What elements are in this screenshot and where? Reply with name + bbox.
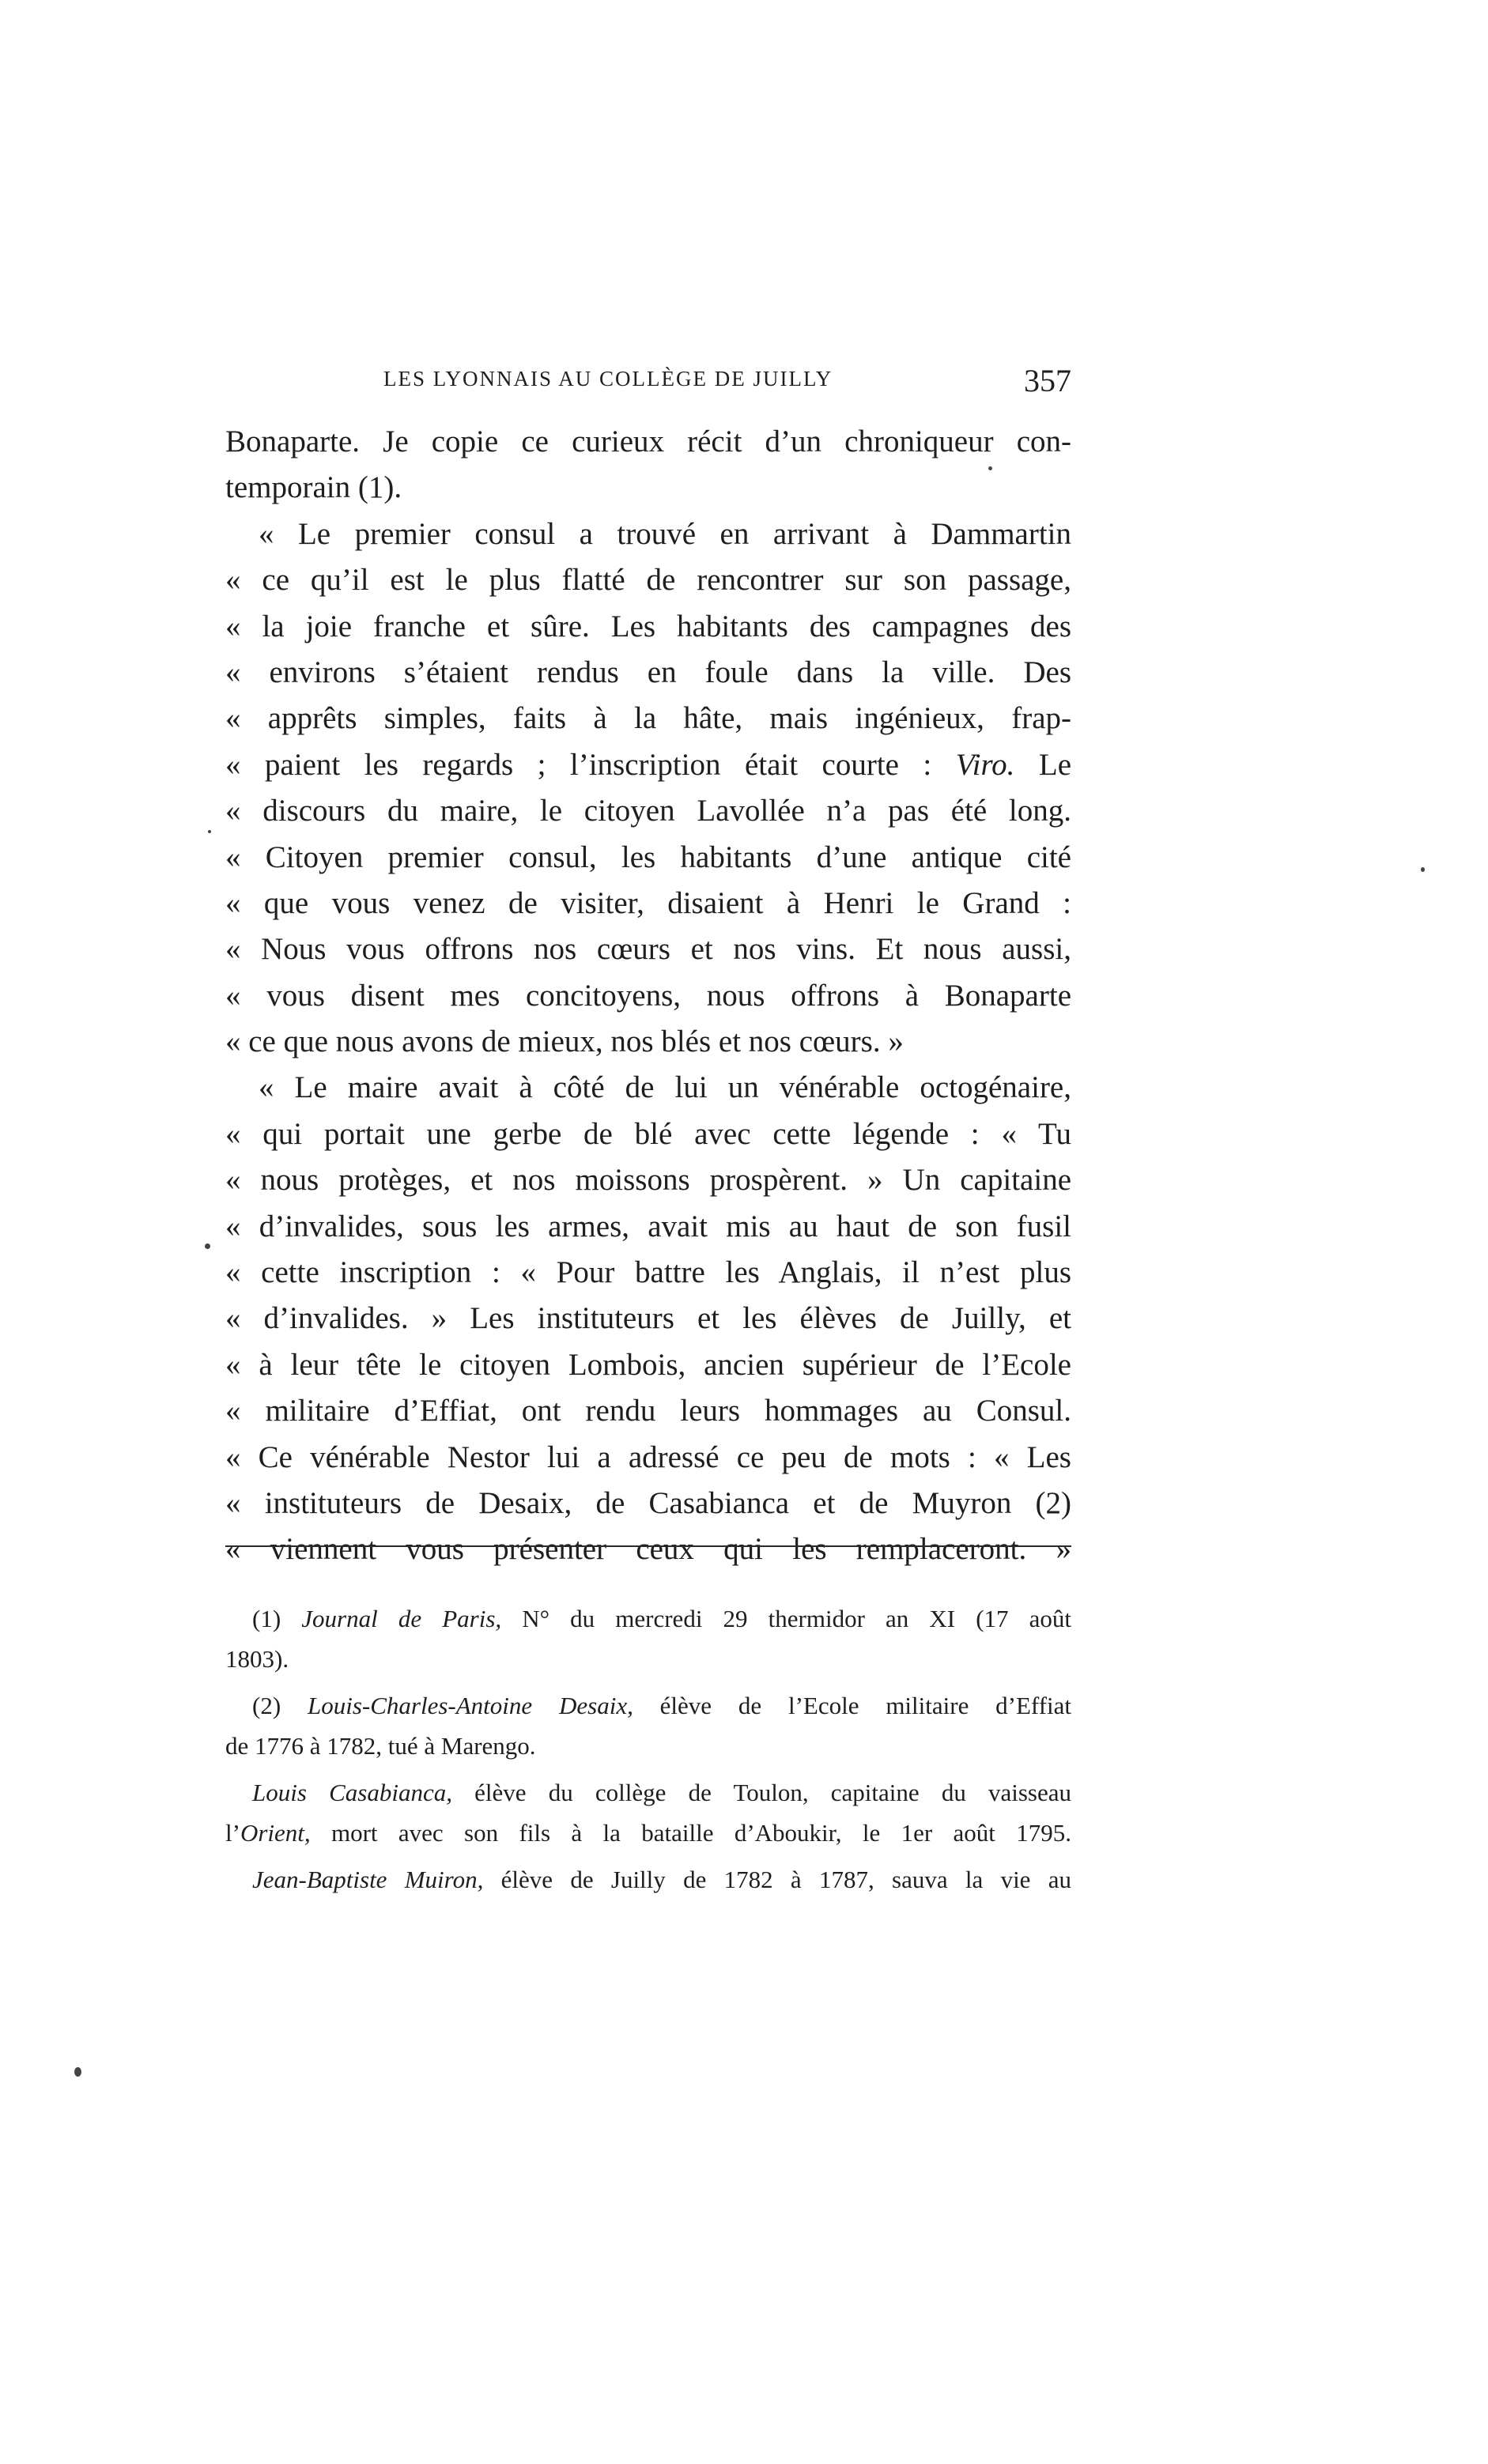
footnote-line: 1803). [225,1645,289,1673]
footnote-line [225,1685,1071,1726]
footnote-name: Louis-Charles-Antoine Desaix, [308,1692,633,1719]
text-line: « Le premier consul a trouvé en arrivant à Dammartin [259,516,1071,551]
footnote-text: élève du collège de Toulon, capitaine du vaisseau [474,1779,1072,1806]
footnote-line [225,1859,1071,1900]
footnote-mark: (2) [252,1692,281,1719]
text-line: « qui portait une gerbe de blé avec cette légende : « Tu [225,1116,1071,1151]
text-line: « viennent vous présenter ceux qui les remplaceront. » [225,1532,1071,1567]
text-line [225,742,1071,788]
text-line: « Citoyen premier consul, les habitants d’une antique cité [225,840,1071,874]
footnote-name: Louis Casabianca, [252,1779,452,1806]
footnote-text: N° du mercredi 29 thermidor an XI (17 août [522,1605,1072,1632]
footnote-line [225,1813,1071,1853]
text-line: « apprêts simples, faits à la hâte, mais ingénieux, frap- [225,701,1071,736]
footnote-text: mort avec son fils à la bataille d’Aboukir, le 1er août 1795. [330,1819,1071,1847]
running-title: LES LYONNAIS AU COLLÈGE DE JUILLY [383,367,833,391]
text-line: « ce qu’il est le plus flatté de rencontrer sur son passage, [225,563,1071,598]
text-line: « militaire d’Effiat, ont rendu leurs hommages au Consul. [225,1394,1071,1428]
ink-speck [205,1243,210,1249]
text-line: « Nous vous offrons nos cœurs et nos vins. Et nous aussi, [225,932,1071,967]
text-segment: « paient les regards ; l’inscription était courte : [225,747,932,782]
footnote-line [225,1772,1071,1813]
text-line: « que vous venez de visiter, disaient à Henri le Grand : [225,885,1071,920]
body-text [225,419,1071,1573]
text-line: « d’invalides. » Les instituteurs et les élèves de Juilly, et [225,1301,1071,1336]
ink-speck [988,466,992,470]
italic-word: Viro. [955,747,1015,782]
text-line: « d’invalides, sous les armes, avait mis au haut de son fusil [225,1209,1071,1243]
text-line: « instituteurs de Desaix, de Casabianca et de Muyron (2) [225,1485,1071,1520]
text-line: « la joie franche et sûre. Les habitants des campagnes des [225,609,1071,643]
ship-name: Orient, [240,1819,311,1847]
text-line: « environs s’étaient rendus en foule dans la ville. Des [225,655,1071,689]
text-line: temporain (1). [225,470,402,505]
footnote-text: élève de l’Ecole militaire d’Effiat [659,1692,1072,1719]
text-line: « discours du maire, le citoyen Lavollée n’a pas été long. [225,794,1071,828]
text-line: Bonaparte. Je copie ce curieux récit d’un chroniqueur con- [225,425,1071,458]
ink-speck [1421,867,1425,872]
text-line: « Ce vénérable Nestor lui a adressé ce peu de mots : « Les [225,1440,1071,1474]
text-line: « vous disent mes concitoyens, nous offrons à Bonaparte [225,978,1071,1013]
footnote-name: Jean-Baptiste Muiron, [252,1866,484,1893]
footnote-line [225,1598,1071,1639]
text-line: « cette inscription : « Pour battre les Anglais, il n’est plus [225,1255,1071,1290]
text-line: « à leur tête le citoyen Lombois, ancien supérieur de l’Ecole [225,1347,1071,1382]
page-header [225,362,1071,409]
footnote-rule [225,1545,1071,1547]
footnote-line: de 1776 à 1782, tué à Marengo. [225,1732,536,1760]
page-number: 357 [1024,363,1071,398]
footnote-title: Journal de Paris, [301,1605,502,1632]
footnote-mark: (1) [252,1605,281,1632]
footnote-text: élève de Juilly de 1782 à 1787, sauva la vie au [500,1866,1071,1893]
text-line: « Le maire avait à côté de lui un vénérable octogénaire, [259,1070,1071,1105]
ink-speck [208,830,211,833]
ink-speck [74,2067,81,2077]
text-line: « ce que nous avons de mieux, nos blés et nos cœurs. » [225,1024,904,1059]
footnotes [225,1598,1071,1900]
footnote-text: l’ [225,1819,240,1847]
text-line: « nous protèges, et nos moissons prospèrent. » Un capitaine [225,1163,1071,1198]
text-segment: Le [1038,747,1072,782]
